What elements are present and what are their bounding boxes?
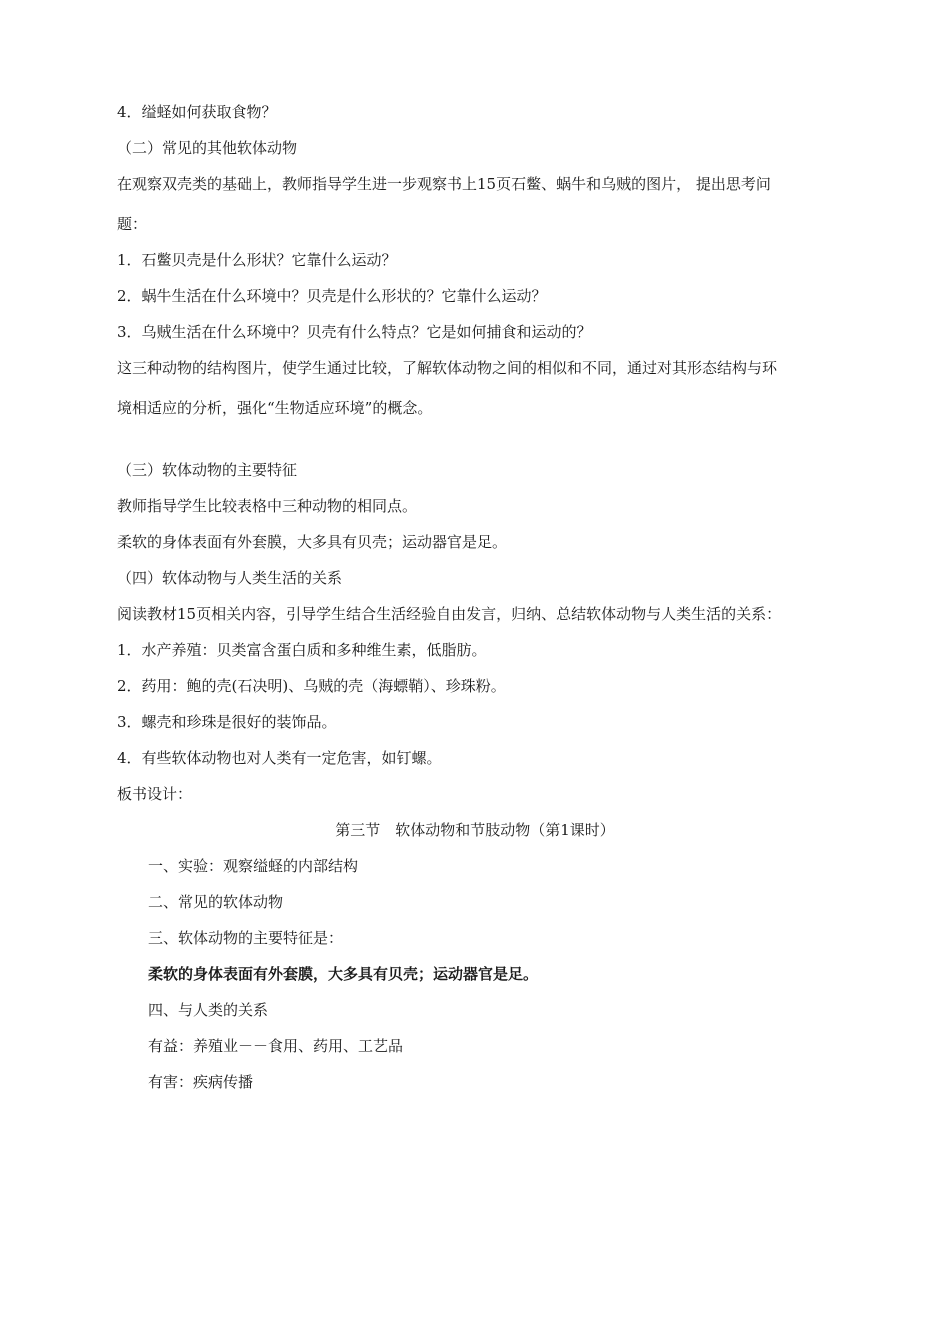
board-item-experiment: 一、实验：观察缢蛏的内部结构	[148, 857, 359, 875]
question-4: 4．缢蛏如何获取食物？	[117, 103, 277, 121]
board-item-common: 二、常见的软体动物	[148, 893, 284, 911]
section-heading-3: （三）软体动物的主要特征	[117, 461, 298, 479]
paragraph-compare-cont: 境相适应的分析，强化“生物适应环境”的概念。	[117, 399, 433, 417]
question-squid: 3．乌贼生活在什么环境中？贝壳有什么特点？它是如何捕食和运动的？	[117, 323, 592, 341]
question-snail: 2．蜗牛生活在什么环境中？贝壳是什么形状的？它靠什么运动？	[117, 287, 547, 305]
board-item-features: 柔软的身体表面有外套膜，大多具有贝壳；运动器官是足。	[148, 965, 539, 983]
board-item-benefit: 有益：养殖业－－食用、药用、工艺品	[148, 1037, 404, 1055]
board-design-label: 板书设计：	[117, 785, 193, 803]
list-item-decoration: 3．螺壳和珍珠是很好的装饰品。	[117, 713, 337, 731]
list-item-medicine: 2．药用：鲍的壳(石决明)、乌贼的壳（海螵鞘）、珍珠粉。	[117, 677, 506, 695]
board-item-harm: 有害：疾病传播	[148, 1073, 254, 1091]
list-item-harm: 4．有些软体动物也对人类有一定危害，如钉螺。	[117, 749, 442, 767]
section-heading-4: （四）软体动物与人类生活的关系	[117, 569, 343, 587]
board-title: 第三节 软体动物和节肢动物（第1课时）	[335, 821, 615, 839]
paragraph-observe: 在观察双壳类的基础上，教师指导学生进一步观察书上15页石鳖、蜗牛和乌贼的图片， 提出思考问	[117, 175, 771, 193]
question-chiton: 1．石鳖贝壳是什么形状？它靠什么运动？	[117, 251, 397, 269]
board-item-relation: 四、与人类的关系	[148, 1001, 269, 1019]
list-item-aquaculture: 1．水产养殖：贝类富含蛋白质和多种维生素，低脂肪。	[117, 641, 487, 659]
paragraph-compare: 这三种动物的结构图片，使学生通过比较，了解软体动物之间的相似和不同，通过对其形态结构与环	[117, 359, 778, 377]
paragraph-compare-table: 教师指导学生比较表格中三种动物的相同点。	[117, 497, 418, 515]
board-item-features-heading: 三、软体动物的主要特征是：	[148, 929, 344, 947]
paragraph-reading: 阅读教材15页相关内容，引导学生结合生活经验自由发言，归纳、总结软体动物与人类生活的关系：	[117, 605, 782, 623]
paragraph-features: 柔软的身体表面有外套膜，大多具有贝壳；运动器官是足。	[117, 533, 508, 551]
paragraph-observe-cont: 题：	[117, 215, 148, 233]
section-heading-2: （二）常见的其他软体动物	[117, 139, 298, 157]
